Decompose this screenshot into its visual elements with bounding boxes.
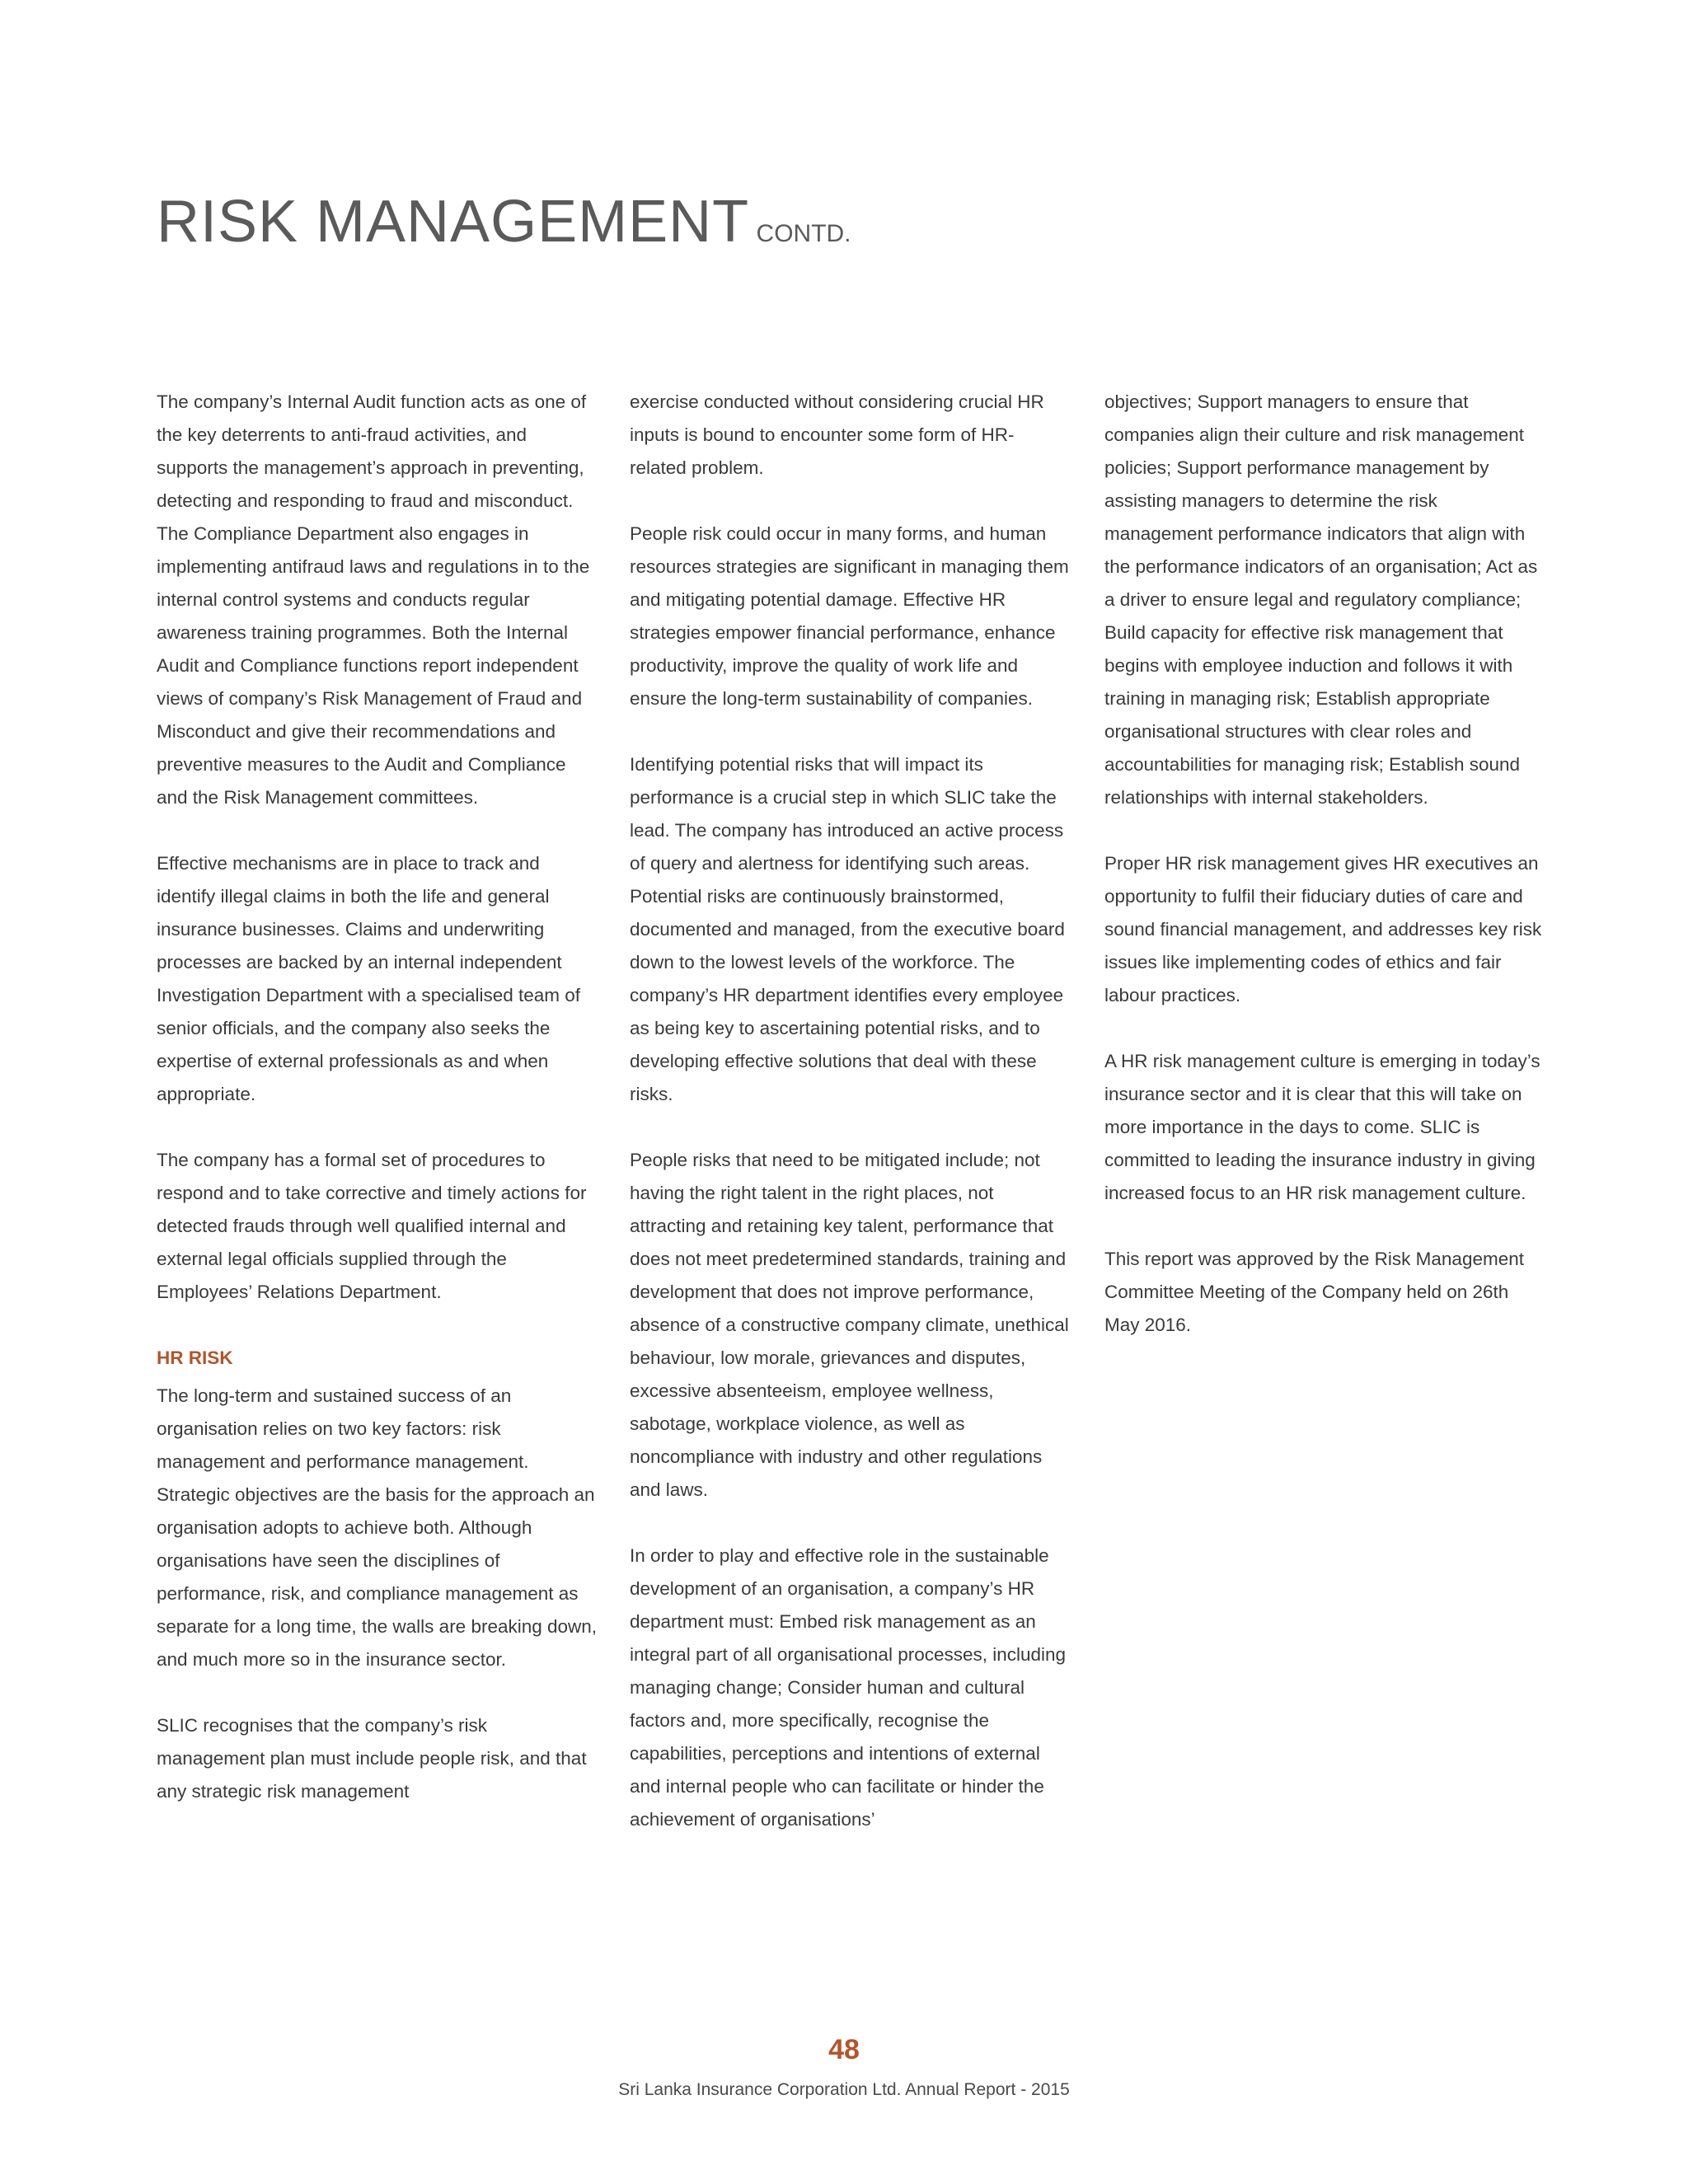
footer-text: Sri Lanka Insurance Corporation Ltd. Annual Report - 2015: [618, 2080, 1070, 2099]
paragraph: The company has a formal set of procedures to respond and to take corrective and timely actions for detected frauds through well qualified internal and external legal officials supplied through the Employees’ Relations Department.: [157, 1150, 587, 1302]
paragraph: The company’s Internal Audit function acts as one of the key deterrents to anti-fraud activities, and supports the management’s approach in preventing, detecting and responding to fraud and misconduct. The Compliance Department also engages in implementing antifraud laws and regulations in to the internal control systems and conducts regular awareness training programmes. Both the Internal Audit and Compliance functions report independent views of company’s Risk Management of Fraud and Misconduct and give their recommendations and preventive measures to the Audit and Compliance and the Risk Management committees.: [157, 391, 590, 808]
paragraph: People risk could occur in many forms, and human resources strategies are significant in managing them and mitigating potential damage. Effective HR strategies empower financial performance, enhance productivity, improve the quality of work life and ensure the long-term sustainability of companies.: [630, 523, 1069, 709]
paragraph: In order to play and effective role in the sustainable development of an organisation, a company’s HR department must: Embed risk management as an integral part of all organisational processes, including managing change; Consider human and cultural factors and, more specifically, recognise the capabilities, perceptions and intentions of external and internal people who can facilitate or hinder the achievement of organisations’: [630, 1545, 1067, 1830]
section-heading-hr-risk: HR RISK: [157, 1347, 233, 1368]
paragraph: Proper HR risk management gives HR executives an opportunity to fulfil their fiduciary duties of care and sound financial management, and addresses key risk issues like implementing codes of ethics and fair labour practices.: [1104, 853, 1542, 1005]
page-title-subtitle: CONTD.: [756, 220, 851, 247]
text-column-3: [1104, 386, 1545, 1342]
paragraph: People risks that need to be mitigated include; not having the right talent in the right places, not attracting and retaining key talent, performance that does not meet predetermined standards, training and development that does not improve performance, absence of a constructive company climate, unethical behaviour, low morale, grievances and disputes, excessive absenteeism, employee wellness, sabotage, workplace violence, as well as noncompliance with industry and other regulations and laws.: [630, 1150, 1069, 1500]
paragraph: SLIC recognises that the company’s risk management plan must include people risk, and that any strategic risk management: [157, 1715, 587, 1802]
paragraph: This report was approved by the Risk Management Committee Meeting of the Company held on 26th May 2016.: [1104, 1249, 1524, 1335]
paragraph: The long-term and sustained success of an organisation relies on two key factors: risk management and performance management. Strategic objectives are the basis for the approach an organisation adopts to achieve both. Although organisations have seen the disciplines of performance, risk, and compliance management as separate for a long time, the walls are breaking down, and much more so in the insurance sector.: [157, 1385, 598, 1670]
page-number: 48: [828, 2034, 860, 2065]
page-title: [157, 188, 851, 255]
paragraph: objectives; Support managers to ensure that companies align their culture and risk management policies; Support performance management by assisting managers to determine the risk management performance indicators that align with the performance indicators of an organisation; Act as a driver to ensure legal and regulatory compliance; Build capacity for effective risk management that begins with employee induction and follows it with training in managing risk; Establish appropriate organisational structures with clear roles and accountabilities for managing risk; Establish sound relationships with internal stakeholders.: [1104, 391, 1538, 808]
page-title-main: RISK MANAGEMENT: [157, 189, 750, 255]
paragraph: Identifying potential risks that will impact its performance is a crucial step in which SLIC take the lead. The company has introduced an active process of query and alertness for identifying such areas. Potential risks are continuously brainstormed, documented and managed, from the executive board down to the lowest levels of the workforce. The company’s HR department identifies every employee as being key to ascertaining potential risks, and to developing effective solutions that deal with these risks.: [630, 754, 1065, 1104]
text-column-2: [630, 386, 1071, 1836]
paragraph: Effective mechanisms are in place to track and identify illegal claims in both the life and general insurance businesses. Claims and underwriting processes are backed by an internal independent Investigation Department with a specialised team of senior officials, and the company also seeks the expertise of external professionals as and when appropriate.: [157, 853, 581, 1104]
paragraph: exercise conducted without considering crucial HR inputs is bound to encounter some form of HR-related problem.: [630, 391, 1044, 478]
paragraph: A HR risk management culture is emerging in today’s insurance sector and it is clear that this will take on more importance in the days to come. SLIC is committed to leading the insurance industry in giving increased focus to an HR risk management culture.: [1104, 1051, 1540, 1203]
text-column-1: [157, 386, 598, 1808]
